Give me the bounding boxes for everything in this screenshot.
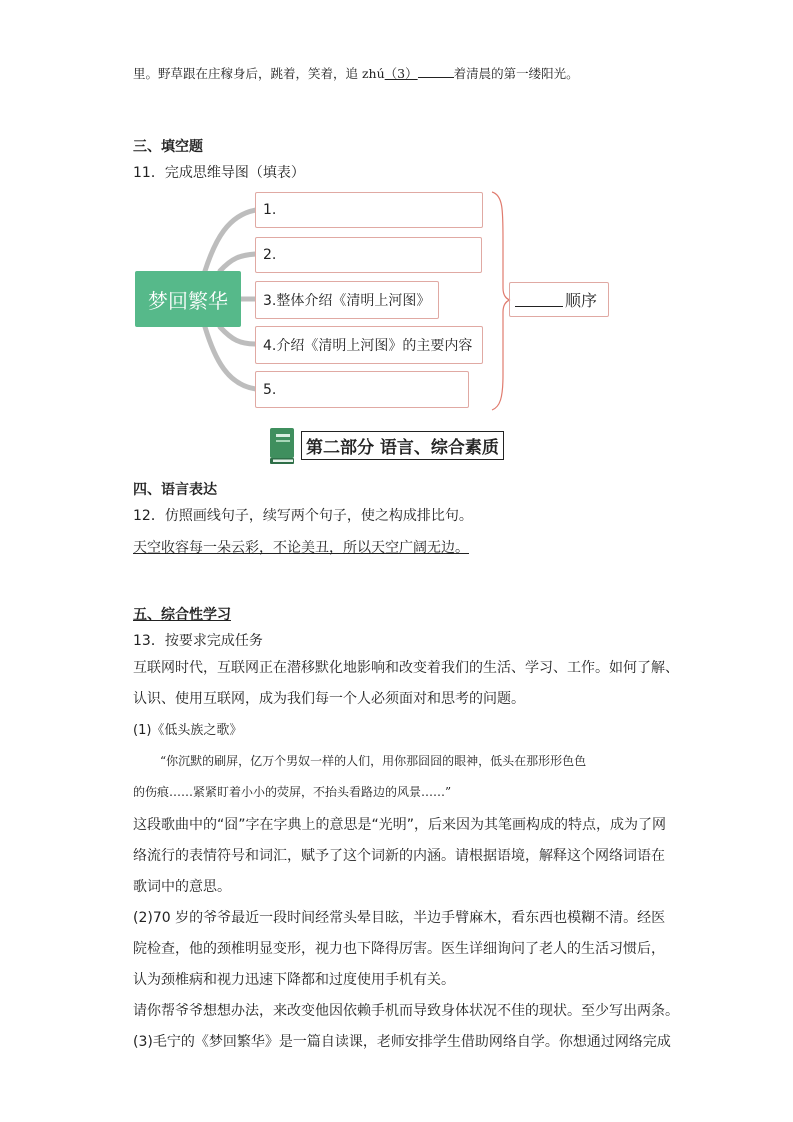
- sub1-title: (1)《低头族之歌》: [133, 723, 243, 738]
- section-4-title: 四、语言表达: [133, 482, 217, 498]
- section-5-title: 五、综合性学习: [133, 607, 231, 623]
- sub1-text-1: 这段歌曲中的“囧”字在字典上的意思是“光明”，后来因为其笔画构成的特点，成为了网: [133, 817, 667, 833]
- sub2-text-3: 认为颈椎病和视力迅速下降都和过度使用手机有关。: [133, 972, 455, 988]
- model-sentence: 天空收容每一朵云彩，不论美丑，所以天空广阔无边。: [133, 540, 469, 556]
- branch-1-label: 1.: [263, 202, 277, 218]
- question-13: 13．按要求完成任务: [133, 633, 263, 649]
- lyric-quote-line-1: “你沉默的刷屏，亿万个男奴一样的人们，用你那囧囧的眼神，低头在那形形色色: [160, 754, 587, 768]
- part-2-title: 第二部分 语言、综合素质: [301, 431, 504, 460]
- sub2-text-1: (2)70 岁的爷爷最近一段时间经常头晕目眩，半边手臂麻木，看东西也模糊不清。经医: [133, 910, 666, 926]
- lyric-quote-line-2: 的伤痕……紧紧盯着小小的荧屏，不抬头看路边的风景……”: [133, 785, 452, 799]
- branch-box-4: [255, 326, 483, 364]
- result-box[interactable]: [509, 282, 609, 317]
- branch-box-1[interactable]: [255, 192, 483, 228]
- blank-3-label: （3）: [384, 66, 418, 81]
- passage-prefix: 里。野草跟在庄稼身后，跳着，笑着，追 zhú: [133, 66, 385, 81]
- right-brace: [492, 192, 510, 410]
- sub2-text-2: 院检查，他的颈椎明显变形，视力也下降得厉害。医生详细询问了老人的生活习惯后，: [133, 941, 665, 957]
- branch-4-label: 4.介绍《清明上河图》的主要内容: [263, 338, 473, 354]
- sub2-text-4: 请你帮爷爷想想办法，来改变他因依赖手机而导致身体状况不佳的现状。至少写出两条。: [133, 1003, 679, 1019]
- connector-2: [220, 254, 256, 271]
- intro-line-2: 认识、使用互联网，成为我们每一个人必须面对和思考的问题。: [133, 691, 525, 707]
- question-12: 12．仿照画线句子，续写两个句子，使之构成排比句。: [133, 508, 473, 524]
- question-11: 11．完成思维导图（填表）: [133, 165, 305, 181]
- section-3-title: 三、填空题: [133, 139, 203, 155]
- intro-line-1: 互联网时代，互联网正在潜移默化地影响和改变着我们的生活、学习、工作。如何了解、: [133, 660, 679, 676]
- sub1-text-3: 歌词中的意思。: [133, 879, 231, 895]
- result-blank[interactable]: [515, 292, 563, 307]
- branch-box-5[interactable]: [255, 371, 469, 408]
- passage-suffix: 着清晨的第一缕阳光。: [453, 66, 579, 81]
- branch-3-label: 3.整体介绍《清明上河图》: [263, 293, 431, 309]
- sub3-text-1: (3)毛宁的《梦回繁华》是一篇自读课，老师安排学生借助网络自学。你想通过网络完成: [133, 1034, 671, 1050]
- book-icon: [267, 426, 297, 466]
- branch-5-label: 5.: [263, 381, 277, 398]
- connector-4: [220, 327, 256, 344]
- mind-map-root: 梦回繁华: [135, 271, 241, 327]
- sub1-text-2: 络流行的表情符号和词汇，赋予了这个词新的内涵。请根据语境，解释这个网络词语在: [133, 848, 665, 864]
- result-label: 顺序: [565, 291, 598, 310]
- branch-box-2[interactable]: [255, 237, 482, 273]
- branch-2-label: 2.: [263, 247, 277, 263]
- branch-box-3: [255, 281, 439, 319]
